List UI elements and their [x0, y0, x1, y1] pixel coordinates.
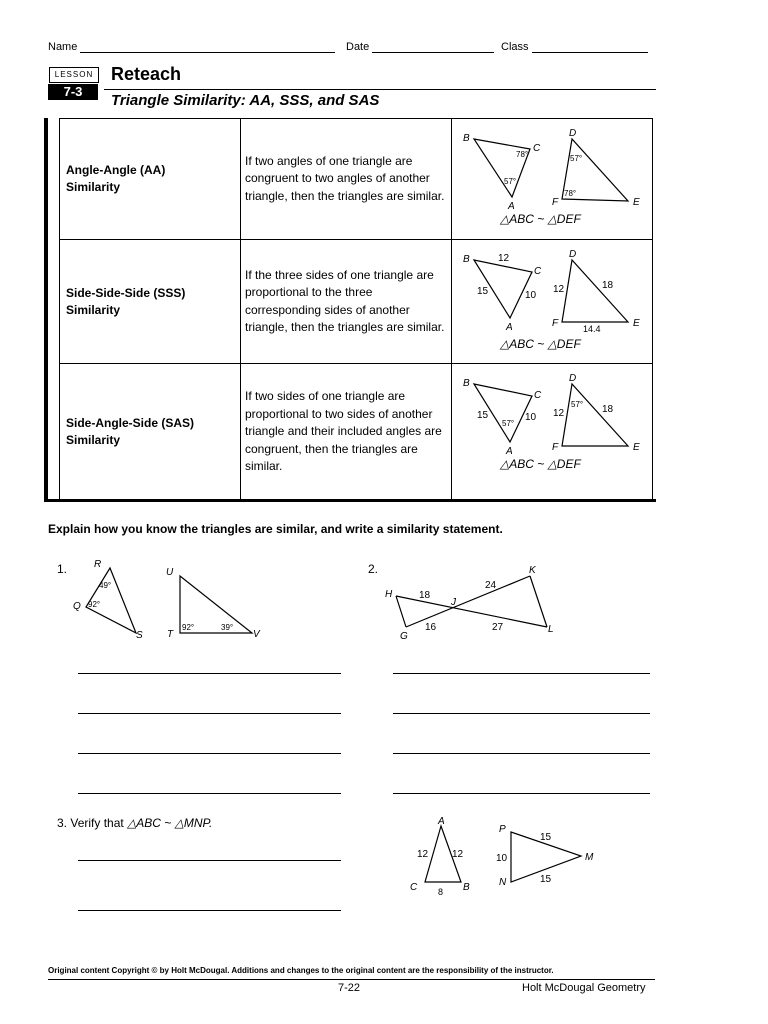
copyright: Original content Copyright © by Holt McDougal. Additions and changes to the original content are the responsibility of the instructor. [48, 966, 554, 975]
label-m: M [585, 852, 594, 863]
side-cb: 8 [438, 887, 444, 897]
angle-c: 78° [516, 150, 529, 159]
similarity-statement: △ABC ~ △DEF [500, 337, 581, 351]
rule-name-line1: Angle-Angle (AA) [66, 163, 166, 177]
sas-figure [452, 364, 652, 495]
label-a: A [506, 322, 513, 333]
table-row [60, 240, 653, 364]
left-bar [44, 118, 48, 502]
similarity-statement: △ABC ~ △DEF [500, 212, 581, 226]
label-c: C [533, 143, 541, 154]
side-ab: 12 [452, 849, 464, 860]
side-jk: 24 [485, 580, 497, 591]
label-f: F [552, 318, 559, 329]
aa-figure [452, 119, 652, 234]
label-c: C [534, 390, 542, 401]
answer-line[interactable] [393, 793, 650, 794]
answer-line[interactable] [78, 793, 341, 794]
label-s: S [136, 630, 143, 641]
side-nm: 15 [540, 874, 552, 885]
page-title: Reteach [111, 64, 182, 84]
label-e: E [633, 318, 640, 329]
label-q: Q [73, 601, 81, 612]
rule-name-line2: Similarity [66, 180, 121, 194]
label-j: J [451, 597, 456, 608]
class-label: Class [501, 41, 529, 53]
angle-q: 92° [88, 600, 101, 609]
answer-line[interactable] [393, 753, 650, 754]
label-n: N [499, 877, 507, 888]
answer-line[interactable] [78, 860, 341, 861]
rule-description: If the three sides of one triangle are proportional to the three corresponding sides of another triangle, then the triangles are similar. [241, 240, 452, 364]
triangle-abc [474, 139, 530, 197]
sss-figure [452, 240, 652, 358]
angle-a: 57° [502, 419, 515, 428]
side-ba: 15 [477, 410, 489, 421]
label-r: R [94, 559, 102, 570]
label-b: B [463, 378, 470, 389]
label-p: P [499, 824, 506, 835]
side-df: 12 [553, 284, 565, 295]
triangle-def [562, 260, 628, 322]
side-de: 18 [602, 404, 614, 415]
angle-t: 92° [182, 623, 195, 632]
label-b: B [463, 882, 470, 893]
date-field[interactable] [346, 41, 494, 53]
problem-3-prompt [57, 816, 212, 830]
side-ba: 15 [477, 286, 489, 297]
rule-name-line1: Side-Side-Side (SSS) [66, 285, 186, 300]
angle-f: 78° [564, 189, 577, 198]
label-f: F [552, 442, 559, 453]
segment-hg [396, 596, 406, 627]
side-pn: 10 [496, 853, 508, 864]
label-c: C [410, 882, 418, 893]
label-k: K [529, 565, 536, 576]
book-title: Holt McDougal Geometry [522, 982, 646, 994]
label-e: E [633, 197, 640, 208]
rule-description: If two sides of one triangle are proportional to two sides of another triangle and their included angles are congruent, then the triangles are similar. [241, 364, 452, 501]
side-ca: 10 [525, 412, 537, 423]
problem-1-number: 1. [57, 562, 68, 576]
lesson-label: LESSON [49, 67, 99, 83]
label-a: A [508, 201, 515, 212]
angle-v: 39° [221, 623, 234, 632]
name-field[interactable] [48, 41, 335, 53]
side-de: 18 [602, 280, 614, 291]
class-field[interactable] [501, 41, 648, 53]
answer-line[interactable] [78, 910, 341, 911]
angle-a: 57° [504, 177, 517, 186]
answer-line[interactable] [78, 713, 341, 714]
table-row [60, 119, 653, 240]
label-g: G [400, 631, 408, 642]
angle-d: 57° [571, 400, 584, 409]
label-c: C [534, 266, 542, 277]
side-fe: 14.4 [583, 324, 601, 334]
similarity-statement: △ABC ~ △DEF [500, 457, 581, 471]
page-subtitle: Triangle Similarity: AA, SSS, and SAS [111, 92, 380, 109]
side-bc: 12 [498, 253, 510, 264]
rule-name-line1: Side-Angle-Side (SAS) [66, 416, 195, 430]
similarity-table [59, 118, 653, 501]
side-jl: 27 [492, 622, 504, 633]
side-ac: 12 [417, 849, 429, 860]
side-df: 12 [553, 408, 565, 419]
answer-line[interactable] [393, 673, 650, 674]
title-rule [104, 89, 656, 90]
label-d: D [569, 128, 577, 139]
problem-3-number: 3. [57, 816, 68, 830]
rule-description: If two angles of one triangle are congruent to two angles of another triangle, then the triangles are similar. [241, 119, 452, 240]
label-b: B [463, 254, 470, 265]
problem-3-text: Verify that [70, 816, 128, 830]
triangle-def [562, 384, 628, 446]
problem-3-statement: △ABC ~ △MNP. [127, 816, 213, 830]
angle-r: 49° [99, 581, 112, 590]
footer-rule [48, 979, 655, 980]
label-b: B [463, 133, 470, 144]
segment-kl [530, 576, 547, 627]
label-a: A [506, 446, 513, 457]
side-pm: 15 [540, 832, 552, 843]
label-v: V [253, 629, 260, 640]
problem-1-figure [70, 556, 270, 646]
rule-name-line2: Similarity [66, 433, 121, 447]
answer-line[interactable] [78, 673, 341, 674]
table-row [60, 364, 653, 501]
label-h: H [385, 589, 393, 600]
answer-line[interactable] [393, 713, 650, 714]
label-d: D [569, 373, 577, 384]
problem-3-figure [405, 812, 605, 902]
side-hj: 18 [419, 590, 431, 601]
angle-d: 57° [570, 154, 583, 163]
label-l: L [548, 624, 554, 635]
label-a: A [438, 816, 445, 827]
problem-2-number: 2. [368, 562, 379, 576]
label-d: D [569, 249, 577, 260]
label-f: F [552, 197, 559, 208]
instructions: Explain how you know the triangles are similar, and write a similarity statement. [48, 522, 503, 536]
lesson-number: 7-3 [48, 84, 98, 100]
answer-line[interactable] [78, 753, 341, 754]
side-ca: 10 [525, 290, 537, 301]
label-t: T [167, 629, 174, 640]
page-number: 7-22 [338, 982, 361, 994]
side-gj: 16 [425, 622, 437, 633]
label-e: E [633, 442, 640, 453]
date-label: Date [346, 41, 370, 53]
label-u: U [166, 567, 174, 578]
rule-name-line2: Similarity [66, 302, 121, 317]
name-label: Name [48, 41, 78, 53]
problem-2-figure [380, 560, 580, 645]
